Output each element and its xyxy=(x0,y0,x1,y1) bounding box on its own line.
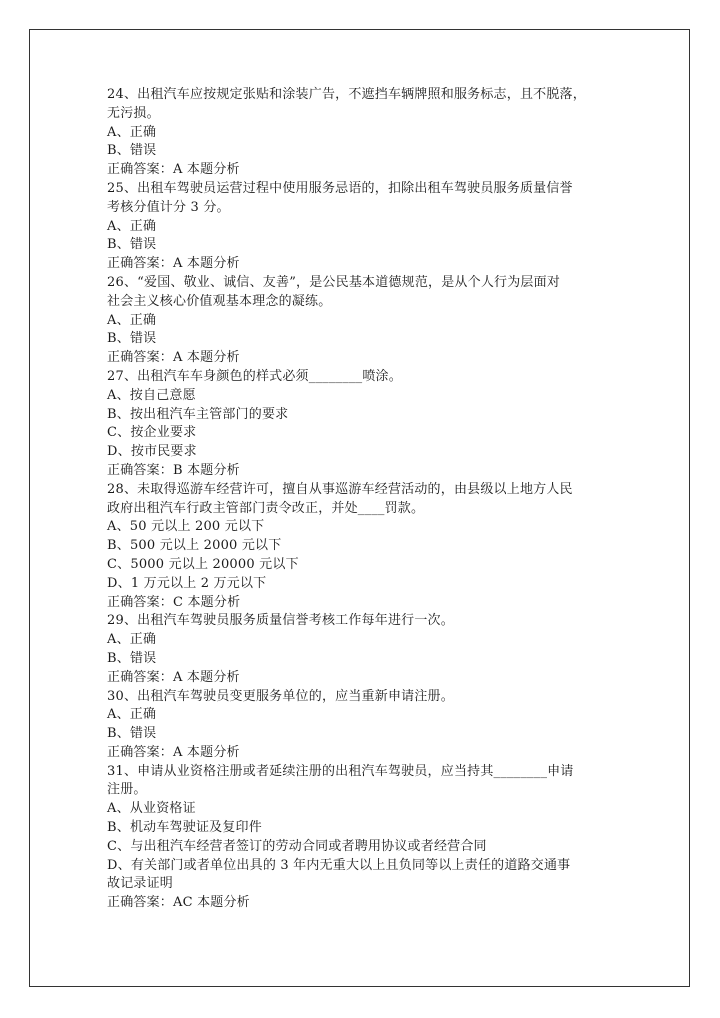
option-a: A、正确 xyxy=(107,218,157,234)
option-d xyxy=(107,857,637,895)
question-27 xyxy=(107,368,637,481)
question-25 xyxy=(107,180,637,274)
question-text-line: 25、出租车驾驶员运营过程中使用服务忌语的，扣除出租车驾驶员服务质量信誉 xyxy=(107,180,573,196)
question-text-line: 注册。 xyxy=(107,782,147,798)
answer-line: 正确答案：A 本题分析 xyxy=(107,744,240,760)
option-a: A、正确 xyxy=(107,632,157,648)
option-text-line: 故记录证明 xyxy=(107,876,174,892)
question-text-line: 社会主义核心价值观基本理念的凝练。 xyxy=(107,293,332,309)
option-b: B、错误 xyxy=(107,331,157,347)
question-text-line: 27、出租汽车车身颜色的样式必须________喷涂。 xyxy=(107,368,402,384)
option-b: B、按出租汽车主管部门的要求 xyxy=(107,406,289,422)
question-text-line: 考核分值计分 3 分。 xyxy=(107,199,230,215)
question-text-line: 29、出租汽车驾驶员服务质量信誉考核工作每年进行一次。 xyxy=(107,613,454,629)
option-a: A、50 元以上 200 元以下 xyxy=(107,519,265,535)
question-text-line: 无污损。 xyxy=(107,105,160,121)
option-a: A、按自己意愿 xyxy=(107,387,196,403)
question-24 xyxy=(107,86,637,180)
option-b: B、500 元以上 2000 元以下 xyxy=(107,538,282,554)
option-c: C、与出租汽车经营者签订的劳动合同或者聘用协议或者经营合同 xyxy=(107,838,487,854)
question-text-line: 30、出租汽车驾驶员变更服务单位的，应当重新申请注册。 xyxy=(107,688,454,704)
option-b: B、错误 xyxy=(107,726,157,742)
answer-line: 正确答案：AC 本题分析 xyxy=(107,895,250,911)
option-c: C、5000 元以上 20000 元以下 xyxy=(107,556,299,572)
question-text-line: 24、出租汽车应按规定张贴和涂装广告，不遮挡车辆牌照和服务标志，且不脱落， xyxy=(107,87,586,102)
question-29 xyxy=(107,612,637,687)
answer-line: 正确答案：A 本题分析 xyxy=(107,669,240,685)
option-c: C、按企业要求 xyxy=(107,425,197,441)
option-a: A、从业资格证 xyxy=(107,801,196,817)
question-30 xyxy=(107,688,637,763)
answer-line: 正确答案：A 本题分析 xyxy=(107,162,240,178)
question-26 xyxy=(107,274,637,368)
question-text-line: 26、“爱国、敬业、诚信、友善”，是公民基本道德规范，是从个人行为层面对 xyxy=(107,274,561,290)
question-text-line: 28、未取得巡游车经营许可，擅自从事巡游车经营活动的，由县级以上地方人民 xyxy=(107,481,573,497)
question-text-line: 31、申请从业资格注册或者延续注册的出租汽车驾驶员，应当持其________申请 xyxy=(107,763,574,779)
answer-line: 正确答案：A 本题分析 xyxy=(107,256,240,272)
option-d: D、1 万元以上 2 万元以下 xyxy=(107,575,267,591)
document-body xyxy=(107,86,637,913)
question-text-line: 政府出租汽车行政主管部门责令改正，并处____罚款。 xyxy=(107,500,425,516)
answer-line: 正确答案：A 本题分析 xyxy=(107,350,240,366)
question-28 xyxy=(107,481,637,613)
option-text-line: D、有关部门或者单位出具的 3 年内无重大以上且负同等以上责任的道路交通事 xyxy=(107,857,571,873)
answer-line: 正确答案：C 本题分析 xyxy=(107,594,241,610)
option-b: B、错误 xyxy=(107,650,157,666)
question-31 xyxy=(107,763,637,913)
option-a: A、正确 xyxy=(107,124,157,140)
option-b: B、错误 xyxy=(107,237,157,253)
option-a: A、正确 xyxy=(107,707,157,723)
option-b: B、错误 xyxy=(107,143,157,159)
answer-line: 正确答案：B 本题分析 xyxy=(107,462,240,478)
option-b: B、机动车驾驶证及复印件 xyxy=(107,820,262,836)
option-d: D、按市民要求 xyxy=(107,444,197,460)
option-a: A、正确 xyxy=(107,312,157,328)
